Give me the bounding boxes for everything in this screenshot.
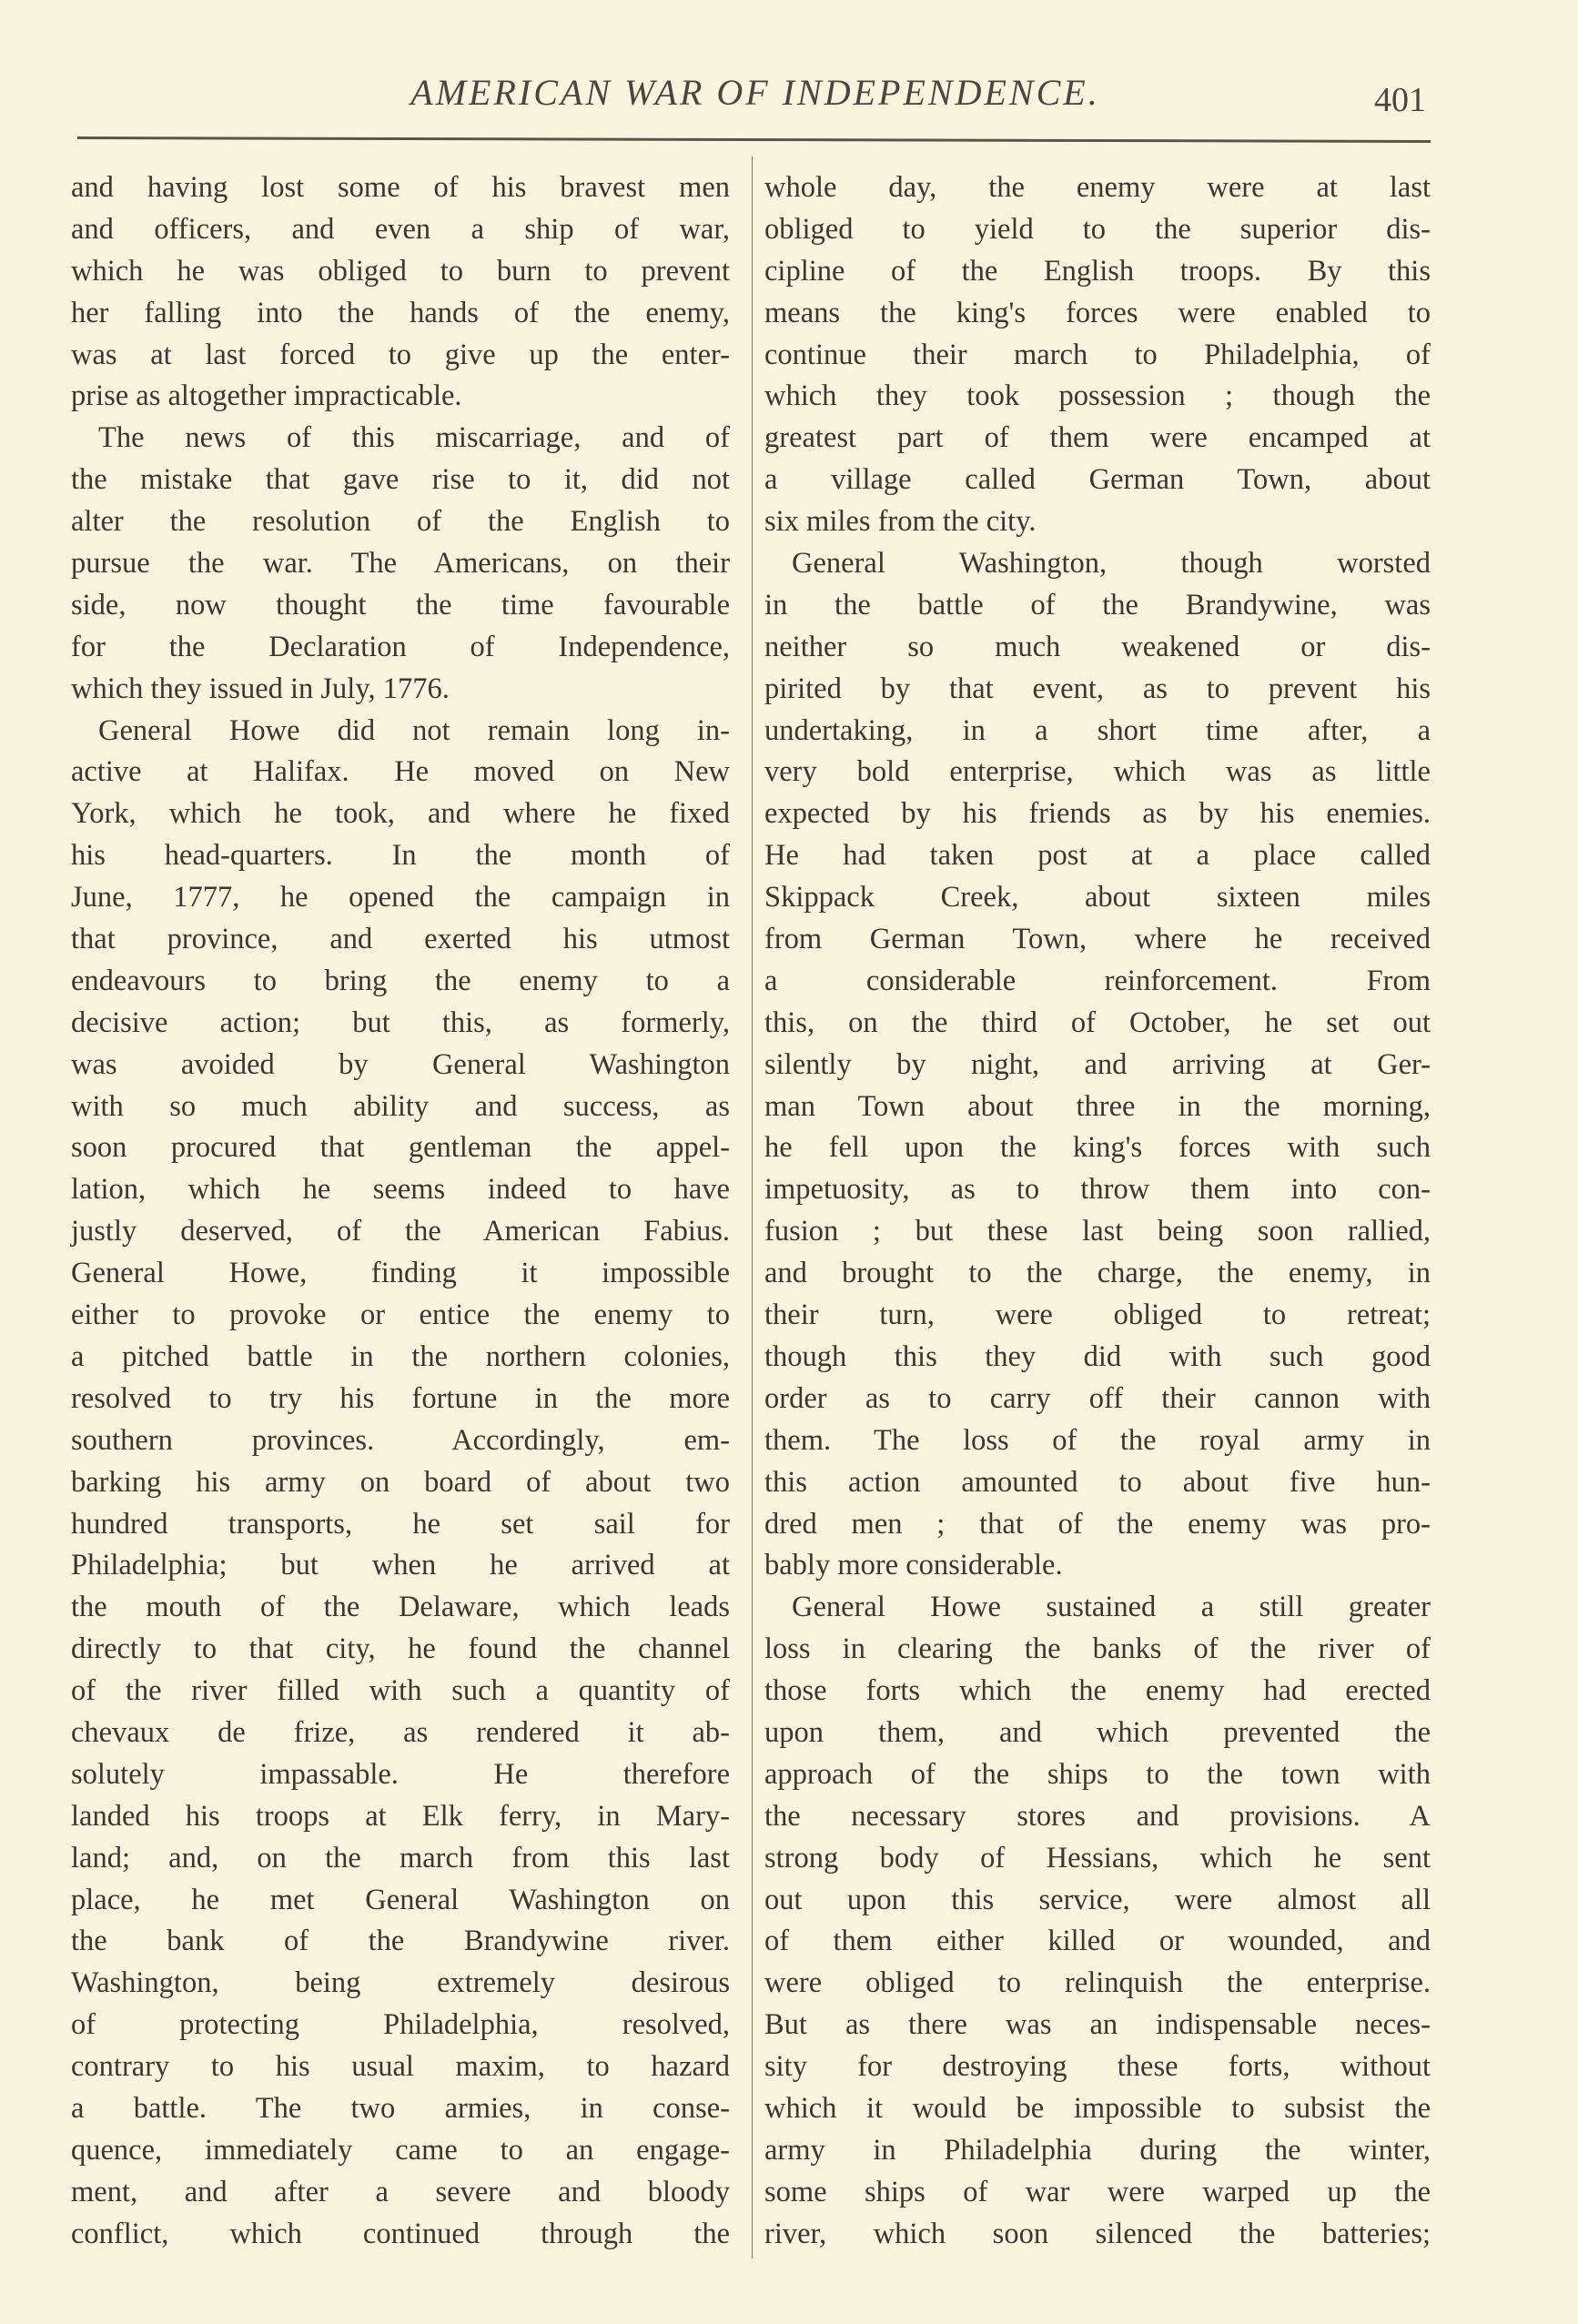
text-line: whole day, the enemy were at last (764, 171, 1431, 204)
text-line: and brought to the charge, the enemy, in (764, 1257, 1431, 1290)
page-number: 401 (1374, 81, 1426, 119)
running-head-title: AMERICAN WAR OF INDEPENDENCE. (410, 72, 1100, 113)
text-line: York, which he took, and where he fixed (71, 797, 730, 831)
text-line: which they issued in July, 1776. (71, 672, 450, 705)
text-line: which he was obliged to burn to prevent (71, 254, 730, 288)
text-line: fusion ; but these last being soon rallied, (764, 1215, 1431, 1248)
text-line: which they took possession ; though the (764, 379, 1431, 413)
text-line: active at Halifax. He moved on New (71, 755, 730, 789)
text-line: that province, and exerted his utmost (71, 923, 730, 956)
paragraph (764, 1587, 1431, 2255)
text-line: neither so much weakened or dis- (764, 630, 1431, 663)
text-line: Philadelphia; but when he arrived at (71, 1549, 730, 1582)
text-line: Washington, being extremely desirous (71, 1966, 730, 2000)
text-line: a pitched battle in the northern colonies, (71, 1339, 730, 1373)
text-line: either to provoke or entice the enemy to (71, 1298, 730, 1332)
text-line: ment, and after a severe and bloody (71, 2175, 730, 2208)
text-line: General Howe, finding it impossible (71, 1257, 730, 1290)
text-line: solutely impassable. He therefore (71, 1757, 730, 1791)
text-line: though this they did with such good (764, 1339, 1431, 1373)
text-line: prise as altogether impracticable. (71, 379, 462, 413)
text-line: hundred transports, he set sail for (71, 1507, 730, 1541)
text-line: General Washington, though worsted (792, 547, 1431, 581)
text-line: very bold enterprise, which was as little (764, 755, 1431, 789)
text-line: contrary to his usual maxim, to hazard (71, 2050, 730, 2084)
text-line: his head-quarters. In the month of (71, 839, 730, 873)
text-line: chevaux de frize, as rendered it ab- (71, 1715, 730, 1749)
text-line: resolved to try his fortune in the more (71, 1381, 730, 1415)
text-line: place, he met General Washington on (71, 1883, 730, 1916)
text-line: loss in clearing the banks of the river of (764, 1632, 1431, 1666)
text-line: out upon this service, were almost all (764, 1883, 1431, 1916)
text-line: of the river filled with such a quantity of (71, 1674, 730, 1708)
text-line: quence, immediately came to an engage- (71, 2133, 730, 2167)
text-line: dred men ; that of the enemy was pro- (764, 1507, 1431, 1541)
text-line: the necessary stores and provisions. A (764, 1799, 1431, 1833)
text-line: with so much ability and success, as (71, 1089, 730, 1123)
text-line: pirited by that event, as to prevent his (764, 672, 1431, 705)
text-line: from German Town, where he received (764, 923, 1431, 956)
text-line: cipline of the English troops. By this (764, 254, 1431, 288)
text-line: He had taken post at a place called (764, 839, 1431, 873)
text-line: upon them, and which prevented the (764, 1715, 1431, 1749)
paragraph (764, 543, 1431, 1587)
text-line: But as there was an indispensable neces- (764, 2008, 1431, 2042)
text-line: was at last forced to give up the enter- (71, 338, 730, 371)
text-line: conflict, which continued through the (71, 2217, 730, 2250)
text-line: endeavours to bring the enemy to a (71, 964, 730, 997)
text-line: her falling into the hands of the enemy, (71, 296, 730, 329)
text-line: greatest part of them were encamped at (764, 421, 1431, 455)
text-line: bably more considerable. (764, 1549, 1063, 1582)
text-line: which it would be impossible to subsist the (764, 2091, 1431, 2125)
paragraph (764, 167, 1431, 543)
text-line: order as to carry off their cannon with (764, 1381, 1431, 1415)
text-line: The news of this miscarriage, and of (98, 421, 730, 455)
text-line: side, now thought the time favourable (71, 588, 730, 621)
text-line: directly to that city, he found the channel (71, 1632, 730, 1666)
text-line: the mouth of the Delaware, which leads (71, 1591, 730, 1624)
text-line: in the battle of the Brandywine, was (764, 588, 1431, 621)
text-line: approach of the ships to the town with (764, 1757, 1431, 1791)
text-line: this action amounted to about five hun- (764, 1465, 1431, 1499)
text-line: sity for destroying these forts, without (764, 2050, 1431, 2084)
text-line: southern provinces. Accordingly, em- (71, 1423, 730, 1457)
text-line: was avoided by General Washington (71, 1047, 730, 1081)
text-line: barking his army on board of about two (71, 1465, 730, 1499)
text-line: continue their march to Philadelphia, of (764, 338, 1431, 371)
text-line: the bank of the Brandywine river. (71, 1925, 730, 1958)
text-line: of them either killed or wounded, and (764, 1925, 1431, 1958)
text-line: lation, which he seems indeed to have (71, 1173, 730, 1207)
text-line: river, which soon silenced the batteries; (764, 2217, 1431, 2250)
text-line: he fell upon the king's forces with such (764, 1131, 1431, 1165)
text-line: alter the resolution of the English to (71, 505, 730, 539)
paragraph (71, 167, 730, 418)
text-line: means the king's forces were enabled to (764, 296, 1431, 329)
right-column (764, 167, 1431, 2256)
text-line: Skippack Creek, about sixteen miles (764, 881, 1431, 914)
text-line: a considerable reinforcement. From (764, 964, 1431, 997)
text-line: army in Philadelphia during the winter, (764, 2133, 1431, 2167)
text-line: man Town about three in the morning, (764, 1089, 1431, 1123)
text-line: obliged to yield to the superior dis- (764, 212, 1431, 246)
column-divider (752, 157, 753, 2258)
left-column (71, 167, 730, 2256)
text-line: six miles from the city. (764, 505, 1037, 539)
text-line: justly deserved, of the American Fabius. (71, 1215, 730, 1248)
header-rule (77, 136, 1431, 143)
text-line: of protecting Philadelphia, resolved, (71, 2008, 730, 2042)
text-line: undertaking, in a short time after, a (764, 713, 1431, 747)
text-line: their turn, were obliged to retreat; (764, 1298, 1431, 1332)
text-line: and having lost some of his bravest men (71, 171, 730, 204)
text-line: decisive action; but this, as formerly, (71, 1005, 730, 1039)
text-line: pursue the war. The Americans, on their (71, 547, 730, 581)
text-line: strong body of Hessians, which he sent (764, 1841, 1431, 1874)
text-line: the mistake that gave rise to it, did not (71, 463, 730, 497)
text-line: a village called German Town, about (764, 463, 1431, 497)
text-line: expected by his friends as by his enemies. (764, 797, 1431, 831)
text-line: June, 1777, he opened the campaign in (71, 881, 730, 914)
text-line: General Howe did not remain long in- (98, 713, 730, 747)
text-line: and officers, and even a ship of war, (71, 212, 730, 246)
text-line: soon procured that gentleman the appel- (71, 1131, 730, 1165)
text-line: for the Declaration of Independence, (71, 630, 730, 663)
text-line: were obliged to relinquish the enterprise. (764, 1966, 1431, 2000)
paragraph (71, 418, 730, 710)
text-line: those forts which the enemy had erected (764, 1674, 1431, 1708)
text-line: landed his troops at Elk ferry, in Mary- (71, 1799, 730, 1833)
text-line: silently by night, and arriving at Ger- (764, 1047, 1431, 1081)
text-line: impetuosity, as to throw them into con- (764, 1173, 1431, 1207)
paragraph (71, 711, 730, 2256)
text-line: land; and, on the march from this last (71, 1841, 730, 1874)
text-line: them. The loss of the royal army in (764, 1423, 1431, 1457)
text-line: some ships of war were warped up the (764, 2175, 1431, 2208)
text-line: this, on the third of October, he set out (764, 1005, 1431, 1039)
text-line: a battle. The two armies, in conse- (71, 2091, 730, 2125)
text-line: General Howe sustained a still greater (792, 1591, 1431, 1624)
